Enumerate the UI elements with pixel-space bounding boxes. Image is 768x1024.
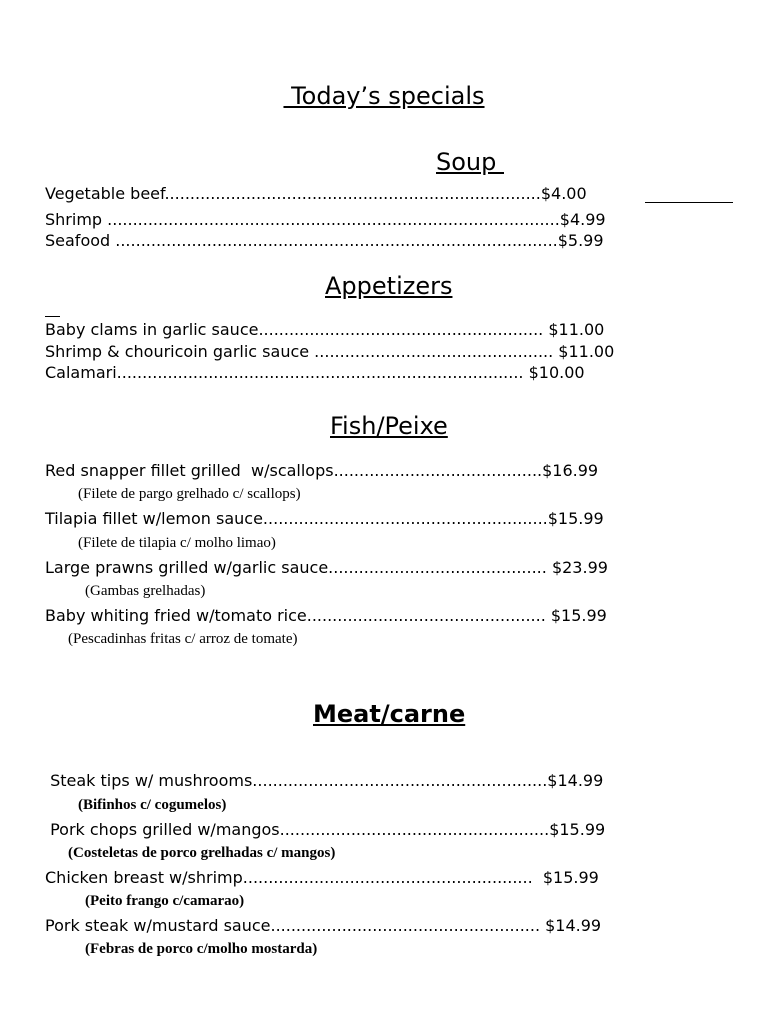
appetizers-heading: Appetizers bbox=[325, 272, 453, 300]
fish-item-baby-whiting: Baby whiting fried w/tomato rice............................................... $15.99 bbox=[45, 606, 607, 625]
decorative-rule bbox=[45, 316, 60, 317]
appetizer-item-calamari: Calamari................................................................................ $10.00 bbox=[45, 363, 585, 382]
appetizer-item-shrimp-chourico: Shrimp & chouricoin garlic sauce ............................................... $11.00 bbox=[45, 342, 615, 361]
fish-item-red-snapper: Red snapper fillet grilled w/scallops.........................................$16.99 bbox=[45, 461, 599, 480]
appetizer-item-baby-clams: Baby clams in garlic sauce........................................................ $11.00 bbox=[45, 320, 605, 339]
soup-item-shrimp: Shrimp .........................................................................................$4.99 bbox=[45, 210, 606, 229]
fish-heading: Fish/Peixe bbox=[330, 412, 448, 440]
soup-heading: Soup bbox=[436, 148, 504, 176]
fish-item-translation: (Filete de tilapia c/ molho limao) bbox=[78, 535, 276, 551]
decorative-rule bbox=[645, 202, 733, 203]
fish-item-translation: (Pescadinhas fritas c/ arroz de tomate) bbox=[68, 631, 298, 647]
fish-item-translation: (Filete de pargo grelhado c/ scallops) bbox=[78, 486, 301, 502]
meat-item-pork-steak: Pork steak w/mustard sauce..................................................... $14.99 bbox=[45, 916, 602, 935]
fish-item-translation: (Gambas grelhadas) bbox=[85, 583, 206, 599]
meat-item-pork-chops: Pork chops grilled w/mangos.....................................................$15.99 bbox=[45, 820, 606, 839]
soup-item-seafood: Seafood .......................................................................................$5.99 bbox=[45, 231, 604, 250]
meat-item-translation: (Bifinhos c/ cogumelos) bbox=[78, 797, 227, 813]
meat-item-translation: (Costeletas de porco grelhadas c/ mangos) bbox=[68, 845, 336, 861]
page-title: Today’s specials bbox=[283, 82, 485, 110]
meat-item-translation: (Febras de porco c/molho mostarda) bbox=[85, 941, 318, 957]
meat-item-chicken-breast: Chicken breast w/shrimp......................................................... $15.99 bbox=[45, 868, 599, 887]
soup-item-vegetable-beef: Vegetable beef..........................................................................$4.00 bbox=[45, 184, 587, 203]
fish-item-large-prawns: Large prawns grilled w/garlic sauce........................................... $23.99 bbox=[45, 558, 608, 577]
fish-item-tilapia: Tilapia fillet w/lemon sauce........................................................$15.99 bbox=[45, 509, 604, 528]
meat-item-steak-tips: Steak tips w/ mushrooms..........................................................$14.99 bbox=[45, 771, 604, 790]
meat-heading: Meat/carne bbox=[313, 700, 466, 728]
meat-item-translation: (Peito frango c/camarao) bbox=[85, 893, 245, 909]
